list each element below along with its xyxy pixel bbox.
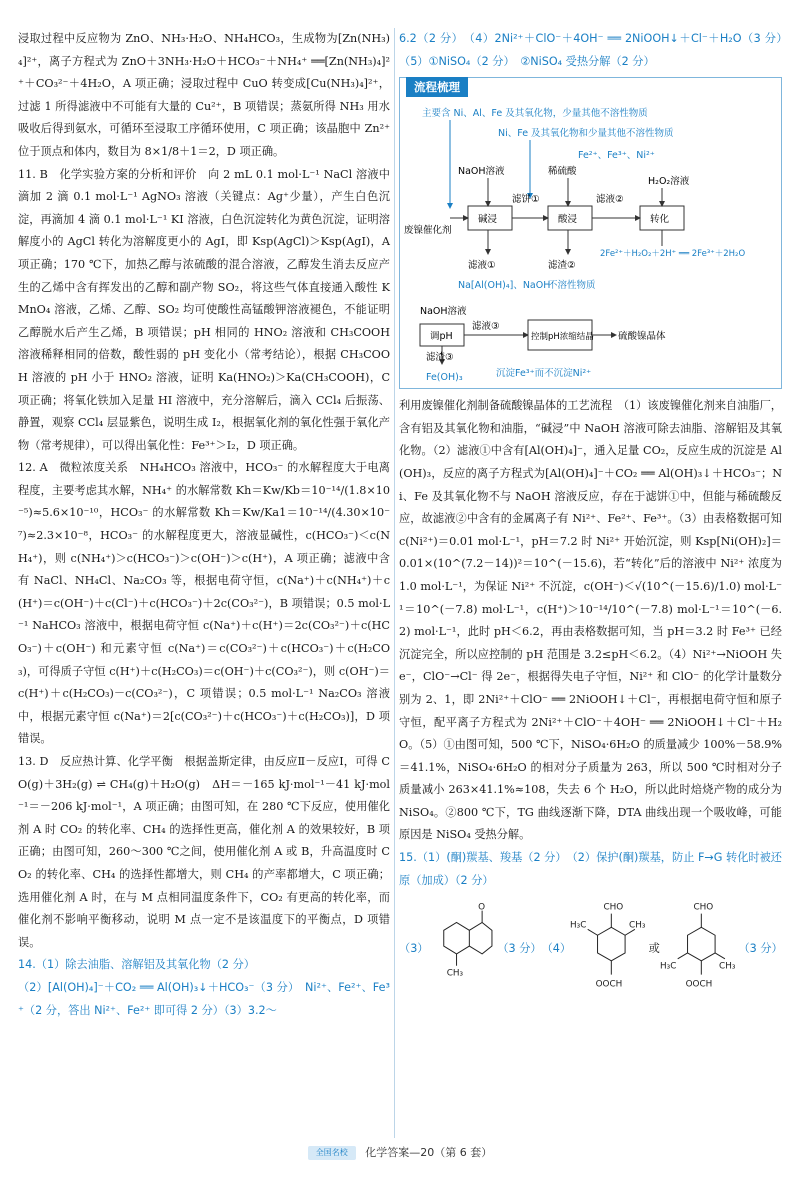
flow-note-3: Fe²⁺、Fe³⁺、Ni²⁺ bbox=[578, 150, 655, 162]
ester-b-oocH: OOCH bbox=[685, 979, 713, 990]
ester-b-cho: CHO bbox=[693, 902, 714, 913]
paragraph-q14-3: 6.2（2 分） （4）2Ni²⁺＋ClO⁻＋4OH⁻ ══ 2NiOOH↓＋Cl⁻＋H₂O（3 分） （5）①NiSO₄（2 分） ②NiSO₄ 受热分解（2 分） bbox=[399, 32, 794, 68]
label-q15-3: （3） bbox=[399, 942, 429, 956]
column-divider bbox=[394, 28, 395, 1138]
ester-a-oocH: OOCH bbox=[595, 979, 623, 990]
tetralone-ring-b bbox=[469, 922, 492, 953]
flow-ann-sep: 沉淀Fe³⁺而不沉淀Ni²⁺ bbox=[496, 368, 592, 380]
flow-product: 硫酸镍晶体 bbox=[618, 331, 666, 343]
flow-reagent-h2so4: 稀硫酸 bbox=[548, 166, 577, 178]
structure-tetralone bbox=[429, 900, 498, 1000]
tetralone-ch3: CH₃ bbox=[446, 968, 463, 979]
paragraph-q14-1: 14.（1）除去油脂、溶解铝及其氧化物（2 分） bbox=[18, 958, 255, 972]
flowchart-title: 流程梳理 bbox=[406, 77, 468, 97]
flow-box-convert-label: 转化 bbox=[650, 214, 670, 226]
flow-box-cryst-label: 控制pH浓缩结晶 bbox=[531, 332, 594, 343]
ester-b-ch3: CH₃ bbox=[718, 961, 736, 972]
paragraph-q15-1: 15.（1）(酮)羰基、羧基（2 分） （2）保护(酮)羰基，防止 F→G 转化时被还原（加成）（2 分） bbox=[399, 851, 782, 887]
footer-text: 化学答案—20（第 6 套） bbox=[365, 1146, 493, 1159]
page-footer bbox=[0, 1144, 800, 1160]
ester-a-ch3: CH₃ bbox=[628, 920, 646, 931]
ester-b-h3c: H₃C bbox=[659, 961, 677, 972]
flow-filtrate-1: 滤液① bbox=[468, 260, 496, 272]
flow-cake-1: 滤饼① bbox=[512, 194, 540, 206]
ester-a-bonds bbox=[588, 913, 635, 974]
ester-a-cho: CHO bbox=[603, 902, 624, 913]
paragraph-q12: 12. A 微粒浓度关系 NH₄HCO₃ 溶液中，HCO₃⁻ 的水解程度大于电离程度，主要考虑其水解，NH₄⁺ 的水解常数 Kh＝Kw/Kb＝10⁻¹⁴/(1.8×10⁻⁵)≈5.6×10⁻¹⁰，HCO₃⁻ 的水解常数 Kh＝Kw/Ka1＝10⁻¹⁴/(4.30×10⁻⁷)≈2.3×10⁻⁸，HCO₃⁻ 的水解程度更大，溶液显碱性，c(HCO₃⁻)＜c(NH₄⁺)，则 c(NH₄⁺)＞c(HCO₃⁻)＞c(OH⁻)＞c(H⁺)，A 项正确；滤液中含有 NaCl、NH₄Cl、Na₂CO₃ 等，根据电荷守恒，c(Na⁺)＋c(NH₄⁺)＋c(H⁺)＝c(OH⁻)＋c(Cl⁻)＋c(HCO₃⁻)＋2c(CO₃²⁻)，B 项错误；0.5 mol·L⁻¹ NaHCO₃ 溶液中，根据电荷守恒 c(Na⁺)＋c(H⁺)＝2c(CO₃²⁻)＋c(HCO₃⁻)＋c(OH⁻) 和元素守恒 c(Na⁺)＝c(CO₃²⁻)＋c(HCO₃⁻)＋c(H₂CO₃)，可得质子守恒 c(H⁺)＋c(H₂CO₃)＝c(OH⁻)＋c(CO₃²⁻)，则 c(OH⁻)＝c(H⁺)＋c(H₂CO₃)－c(CO₃²⁻)，C 项错误；0.5 mol·L⁻¹ Na₂CO₃ 溶液中，根据元素守恒 c(Na⁺)＝2[c(CO₃²⁻)＋c(HCO₃⁻)＋c(H₂CO₃)]，D 项错误。 bbox=[18, 461, 390, 746]
flow-ann-naal: Na[Al(OH)₄]、NaOH bbox=[458, 280, 551, 292]
ester-b-bonds bbox=[677, 913, 724, 974]
flow-note-1: 主要含 Ni、Al、Fe 及其氧化物，少量其他不溶性物质 bbox=[422, 108, 648, 120]
paragraph-q14-analysis: 利用废镍催化剂制备硫酸镍晶体的工艺流程 （1）该废镍催化剂来自油脂厂，含有铝及其氧化物和油脂，“碱浸”中 NaOH 溶液可除去油脂、溶解铝及其氧化物。（2）滤液①中含有[Al(OH)₄]⁻，通入足量 CO₂，反应生成的沉淀是 Al(OH)₃，反应的离子方程式为[Al(OH)₄]⁻＋CO₂ ══ Al(OH)₃↓＋HCO₃⁻；Ni、Fe 及其氧化物不与 NaOH 溶液反应，存在于滤饼①中，但能与稀硫酸反应，故滤液②中含有的金属离子有 Ni²⁺、Fe²⁺、Fe³⁺。（3）由表格数据可知 c(Ni²⁺)＝0.01 mol·L⁻¹，pH＝7.2 时 Ni²⁺ 开始沉淀，则 Ksp[Ni(OH)₂]＝0.01×(10^(7.2－14))²＝10^(－15.6)，若“转化”后的溶液中 Ni²⁺ 浓度为 1.0 mol·L⁻¹，为保证 Ni²⁺ 不沉淀，c(OH⁻)＜√(10^(－15.6)/1.0) mol·L⁻¹＝10^(－7.8) mol·L⁻¹，c(H⁺)＞10⁻¹⁴/10^(－7.8) mol·L⁻¹＝10^(－6.2) mol·L⁻¹，此时 pH＜6.2，再由表格数据可知，当 pH＝3.2 时 Fe³⁺ 已经沉淀完全，所以应控制的 pH 范围是 3.2≤pH＜6.2。（4）Ni²⁺→NiOOH 失 e⁻，ClO⁻→Cl⁻ 得 2e⁻，根据得失电子守恒，Ni²⁺ 和 ClO⁻ 的化学计量数分别为 2、1，即 2Ni²⁺＋ClO⁻ ══ 2NiOOH↓＋Cl⁻，再根据电荷守恒和原子守恒，配平离子方程式为 2Ni²⁺＋ClO⁻＋4OH⁻ ══ 2NiOOH↓＋Cl⁻＋H₂O。（5）①由图可知，500 ℃下，NiSO₄·6H₂O 的质量减少 100%－58.9%＝41.1%，NiSO₄·6H₂O 的相对分子质量为 263，所以 500 ℃时相对分子质量减小 263×41.1%≈108，失去 6 个 H₂O，所以此时焙烧产物的成分为 NiSO₄。②800 ℃下，TG 曲线逐渐下降，DTA 曲线出现一个吸收峰，可能原因是 NiSO₄ 受热分解。 bbox=[399, 399, 782, 842]
ester-a-h3c: H₃C bbox=[569, 920, 587, 931]
footer-logo: 全国名校 bbox=[308, 1146, 356, 1160]
structure-ester-b bbox=[660, 895, 739, 1005]
flow-reagent-naoh: NaOH溶液 bbox=[458, 166, 505, 178]
flow-box-alkali-label: 碱浸 bbox=[478, 214, 498, 226]
flow-box-acid-label: 酸浸 bbox=[558, 214, 578, 226]
label-or: 或 bbox=[648, 942, 660, 956]
paragraph-q10-cont: 浸取过程中反应物为 ZnO、NH₃·H₂O、NH₄HCO₃，生成物为[Zn(NH₃)₄]²⁺，离子方程式为 ZnO＋3NH₃·H₂O＋HCO₃⁻＋NH₄⁺ ══[Zn(NH₃)₄]²⁺＋CO₃²⁻＋4H₂O，A 项正确；浸取过程中 CuO 转变成[Cu(NH₃)₄]²⁺，过滤 1 所得滤液中不可能有大量的 Cu²⁺，B 项错误；蒸氨所得 NH₃ 用水吸收后得到氨水，可循环至浸取工序循环使用，C 项正确；该晶胞中 Zn²⁺ 位于顶点和体内，数目为 8×1/8＋1＝2，D 项正确。 bbox=[18, 32, 390, 158]
label-score-3: （3 分） （4） bbox=[497, 942, 572, 956]
label-score-3b: （3 分） bbox=[738, 942, 783, 956]
paragraph-q13: 13. D 反应热计算、化学平衡 根据盖斯定律，由反应Ⅱ－反应Ⅰ，可得 CO(g)＋3H₂(g) ⇌ CH₄(g)＋H₂O(g) ΔH＝－165 kJ·mol⁻¹－41 kJ·mol⁻¹＝－206 kJ·mol⁻¹，A 项正确；由图可知，在 280 ℃下反应，使用催化剂 A 时 CO₂ 的转化率、CH₄ 的选择性更高，催化剂 A 的效果较好，B 项正确；由图可知，260～300 ℃之间，使用催化剂 A 或 B，升高温度时 CO₂ 的转化率、CH₄ 的选择性都增大，则 CH₄ 的产率都增大，C 项正确；选用催化剂 A 时，在与 M 点相同温度条件下，CO₂ 有更高的转化率，而催化剂不影响平衡移动，说明 M 点一定不是该温度下的平衡点，D 项错误。 bbox=[18, 755, 390, 949]
tetralone-ring-a bbox=[443, 922, 469, 953]
flow-filtrate-3: 滤液③ bbox=[472, 321, 500, 333]
flow-ann-insol: 不溶性物质 bbox=[548, 280, 596, 292]
flow-residue-3: 滤渣③ bbox=[426, 352, 454, 364]
flow-reagent-naoh-2: NaOH溶液 bbox=[420, 306, 467, 318]
flowchart-diagram bbox=[400, 78, 783, 388]
flow-box-ph-label: 调pH bbox=[430, 331, 453, 343]
flow-filtrate-2: 滤液② bbox=[596, 194, 624, 206]
structure-row bbox=[399, 892, 782, 1007]
flow-ann-feoh3: Fe(OH)₃ bbox=[426, 372, 463, 384]
left-column bbox=[18, 28, 390, 1022]
flowchart-box bbox=[399, 77, 782, 389]
flow-residue-2: 滤渣② bbox=[548, 260, 576, 272]
flow-input: 废镍催化剂 bbox=[404, 225, 452, 237]
tetralone-o: O bbox=[477, 902, 485, 913]
paragraph-q14-2: （2）[Al(OH)₄]⁻＋CO₂ ══ Al(OH)₃↓＋HCO₃⁻（3 分） Ni²⁺、Fe²⁺、Fe³⁺（2 分，答出 Ni²⁺、Fe²⁺ 即可得 2 分）（3）3.2～ bbox=[18, 980, 390, 1017]
flow-note-2: Ni、Fe 及其氧化物和少量其他不溶性物质 bbox=[498, 128, 674, 140]
ester-a-ring bbox=[597, 927, 625, 960]
paragraph-q11: 11. B 化学实验方案的分析和评价 向 2 mL 0.1 mol·L⁻¹ NaCl 溶液中滴加 2 滴 0.1 mol·L⁻¹ AgNO₃ 溶液（关键点：Ag⁺少量），产生白色沉淀，再滴加 4 滴 0.1 mol·L⁻¹ KI 溶液，白色沉淀转化为黄色沉淀，证明溶解度小的 AgCl 转化为溶解度更小的 AgI，即 Ksp(AgCl)＞Ksp(AgI)，A 项正确；170 ℃下，加热乙醇与浓硫酸的混合溶液，乙醇发生消去反应产生的乙烯中含有挥发出的乙醇和副产物 SO₂，将这些气体直接通入酸性 KMnO₄ 溶液，乙烯、乙醇、SO₂ 均可使酸性高锰酸钾溶液褪色，不能证明乙醇脱水后产生乙烯，B 项错误；pH 相同的 HNO₂ 溶液和 CH₃COOH 溶液稀释相同的倍数，酸性弱的 pH 变化小（常考结论），根据 CH₃COOH 溶液的 pH 小于 HNO₂ 溶液，证明 Ka(HNO₂)＞Ka(CH₃COOH)，C 项正确；将氧化铁加入足量 HI 溶液中，充分溶解后，滴入 CCl₄ 后振荡、静置，观察 CCl₄ 层显紫色，说明生成 I₂，根据氧化剂的氧化性强于氧化产物（常考规律），可以得出氧化性：Fe³⁺＞I₂，D 项正确。 bbox=[18, 167, 390, 452]
ester-b-ring bbox=[687, 927, 715, 960]
flow-reagent-h2o2: H₂O₂溶液 bbox=[648, 176, 690, 188]
right-column bbox=[399, 28, 794, 1007]
flow-ann-eq: 2Fe²⁺＋H₂O₂＋2H⁺ ══ 2Fe³⁺＋2H₂O bbox=[600, 249, 746, 260]
structure-ester-a bbox=[570, 895, 649, 1005]
